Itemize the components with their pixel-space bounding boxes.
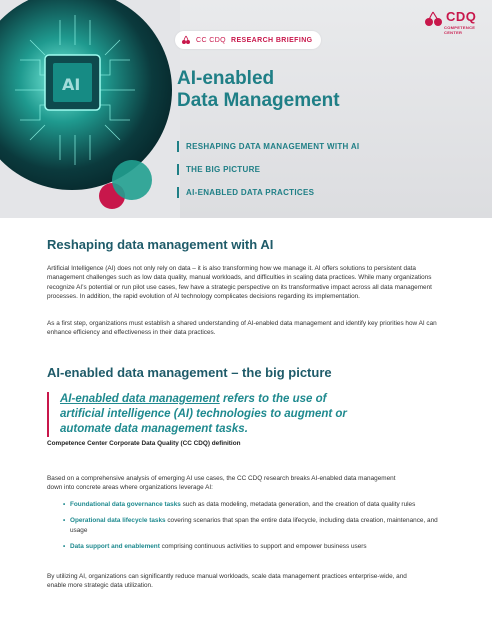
page-title <box>177 68 417 112</box>
bullet-heading: Operational data lifecycle tasks <box>70 517 166 525</box>
section2-outro: By utilizing AI, organizations can significantly reduce manual workloads, scale data management practices enterprise-wide, and enable more strategic data utilization. <box>47 573 407 590</box>
hero-banner <box>0 0 492 218</box>
practice-areas-list <box>63 500 448 559</box>
bullet-dot: • <box>63 501 66 508</box>
section-heading-big-picture: AI-enabled data management – the big picture <box>47 365 332 380</box>
badge-org: CC CDQ <box>196 36 227 44</box>
bullet-body: covering scenarios that span the entire data lifecycle, including data creation, maintenance, and usage <box>70 517 438 534</box>
quote-text <box>60 392 347 437</box>
badge-type: RESEARCH BRIEFING <box>231 36 313 44</box>
section2-intro: Based on a comprehensive analysis of emerging AI use cases, the CC CDQ research breaks AI-enabled data management down into concrete areas where organizations leverage AI: <box>47 475 396 492</box>
toc-item[interactable] <box>177 158 359 181</box>
quote-source: Competence Center Corporate Data Quality (CC CDQ) definition <box>47 440 241 447</box>
research-badge <box>175 31 321 49</box>
title-line-1: AI-enabled <box>177 68 275 89</box>
list-item <box>63 516 448 535</box>
bullet-body: such as data modeling, metadata generation, and the creation of data quality rules <box>180 501 416 508</box>
cdq-logo <box>424 8 482 34</box>
list-item <box>63 542 448 551</box>
toc-label: RESHAPING DATA MANAGEMENT WITH AI <box>186 142 360 151</box>
table-of-contents <box>177 135 359 204</box>
toc-label: THE BIG PICTURE <box>186 165 261 174</box>
quote-term-link[interactable]: AI-enabled data management <box>60 393 220 405</box>
toc-item[interactable] <box>177 181 359 204</box>
bullet-heading: Foundational data governance tasks <box>70 501 181 508</box>
toc-item[interactable] <box>177 135 359 158</box>
title-line-2: Data Management <box>177 90 340 111</box>
definition-quote <box>47 392 347 437</box>
bullet-body: comprising continuous activities to support and empower business users <box>159 543 367 551</box>
section1-paragraph-1: Artificial Intelligence (AI) does not only rely on data – it is also transforming how we manage it. AI offers solutions to persistent data management challenges such as low data quality, manual workloads, and difficulties in scaling data practices. While many organizations recognize AI’s potential or run pilot use cases, few have a strategic perspective on its transformative impact across all data management processes. In addition, the rapid evolution of AI technology complicates decisions regarding its implementation. <box>47 265 432 301</box>
ai-chip-illustration <box>0 0 180 218</box>
list-item <box>63 500 448 509</box>
cherry-icon <box>424 10 444 28</box>
section1-paragraph-2: As a first step, organizations must establish a shared understanding of AI-enabled data management and identify key priorities how AI can enhance efficiency and effectiveness in their data practices. <box>47 320 437 337</box>
toc-bar <box>177 164 179 175</box>
cherry-icon <box>181 35 191 45</box>
toc-label: AI-ENABLED DATA PRACTICES <box>186 188 315 197</box>
bullet-dot: • <box>63 517 66 525</box>
logo-subtitle: COMPETENCE CENTER <box>444 25 476 35</box>
bullet-dot: • <box>63 543 66 551</box>
svg-text:AI: AI <box>62 75 81 94</box>
section-heading-reshaping: Reshaping data management with AI <box>47 237 274 252</box>
toc-bar <box>177 141 179 152</box>
bullet-heading: Data support and enablement <box>70 543 160 551</box>
toc-bar <box>177 187 179 198</box>
quote-body: refers to the use of artificial intelligence (AI) technologies to augment or automate data management tasks. <box>60 393 347 435</box>
logo-text: CDQ <box>446 9 477 24</box>
